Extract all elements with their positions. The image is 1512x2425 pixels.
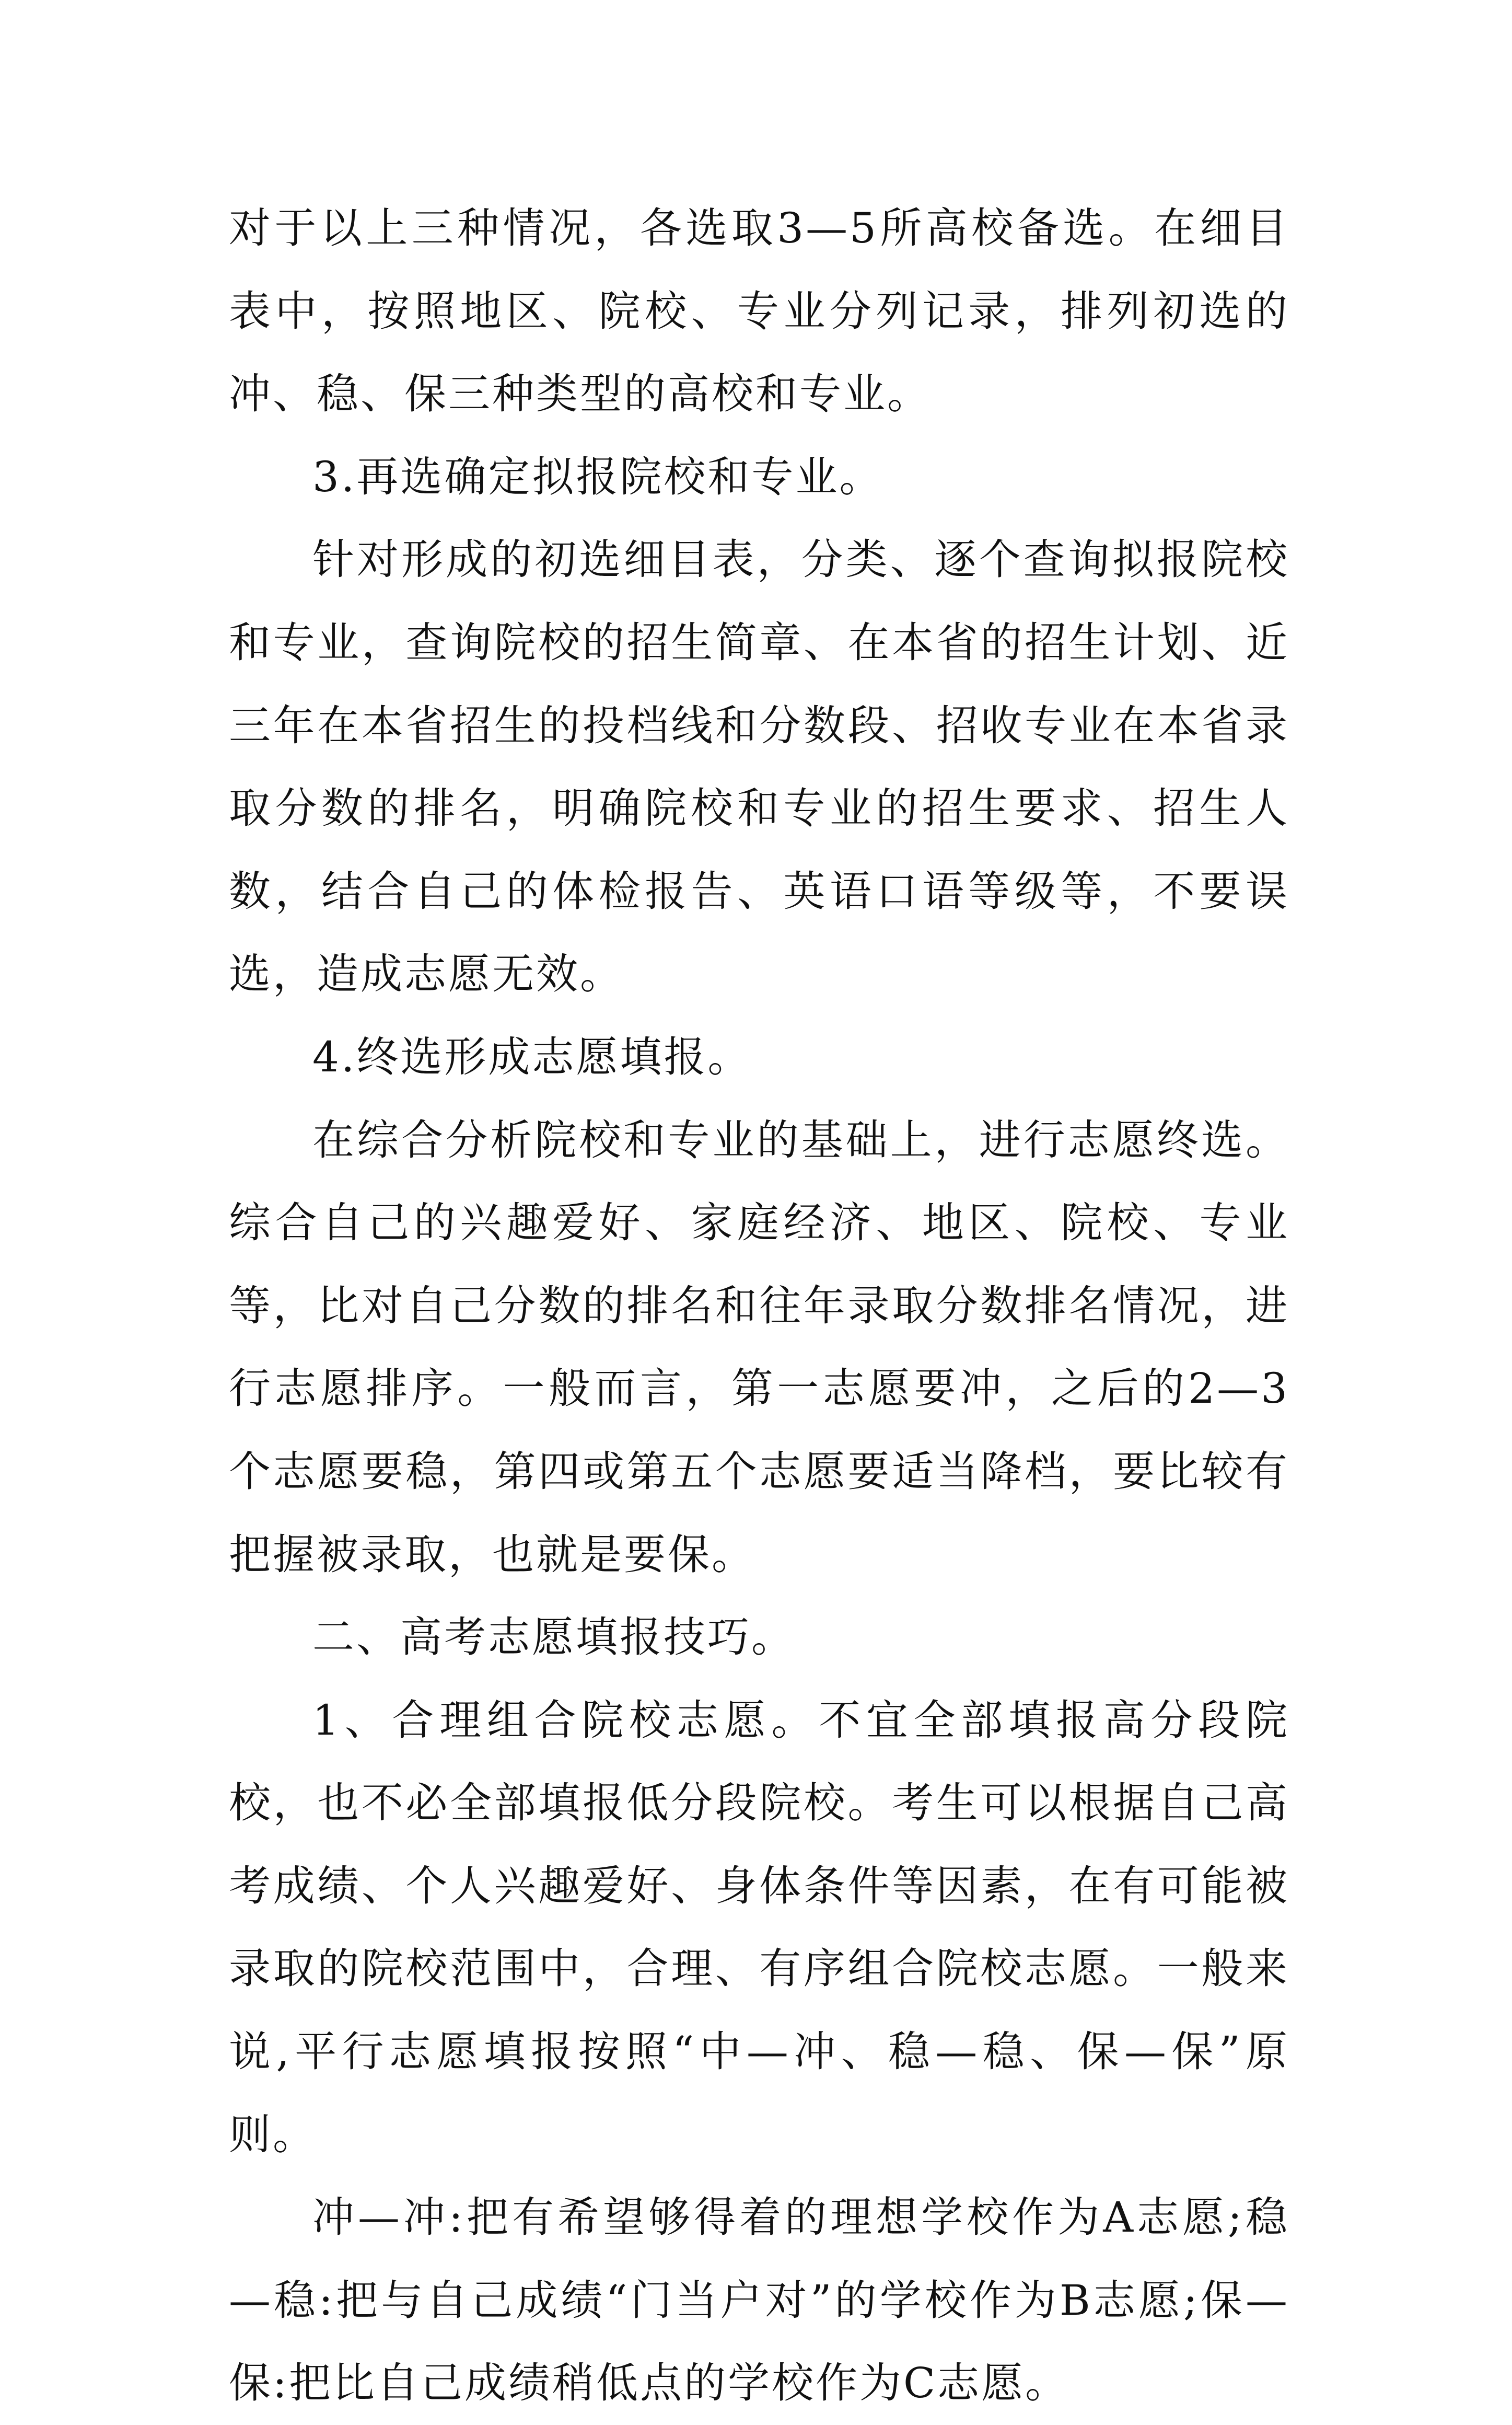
paragraph-1: 对于以上三种情况，各选取3—5所高校备选。在细目表中，按照地区、院校、专业分列记录，排列初选的冲、稳、保三种类型的高校和专业。 [229, 204, 1289, 419]
paragraph-3: 针对形成的初选细目表，分类、逐个查询拟报院校和专业，查询院校的招生简章、在本省的招生计划、近三年在本省招生的投档线和分数段、招收专业在本省录取分数的排名，明确院校和专业的招生要求、招生人数，结合自己的体检报告、英语口语等级等，不要误选，造成志愿无效。 [229, 535, 1289, 999]
paragraph-7: 1、合理组合院校志愿。不宜全部填报高分段院校，也不必全部填报低分段院校。考生可以根据自己高考成绩、个人兴趣爱好、身体条件等因素，在有可能被录取的院校范围中，合理、有序组合院校志愿。一般来说,平行志愿填报按照“中—冲、稳—稳、保—保”原则。 [229, 1695, 1289, 2159]
section-heading: 二、高考志愿填报技巧。 [312, 1613, 795, 1662]
paragraph-8: 冲—冲:把有希望够得着的理想学校作为A志愿;稳—稳:把与自己成绩“门当户对”的学校作为B志愿;保—保:把比自己成绩稍低点的学校作为C志愿。 [229, 2193, 1289, 2408]
paragraph-2-heading: 3.再选确定拟报院校和专业。 [312, 452, 883, 501]
document-body [229, 187, 1289, 2425]
paragraph-4-heading: 4.终选形成志愿填报。 [312, 1032, 752, 1081]
paragraph-5: 在综合分析院校和专业的基础上，进行志愿终选。综合自己的兴趣爱好、家庭经济、地区、院校、专业等，比对自己分数的排名和往年录取分数排名情况，进行志愿排序。一般而言，第一志愿要冲，之后的2—3个志愿要稳，第四或第五个志愿要适当降档，要比较有把握被录取，也就是要保。 [229, 1115, 1289, 1579]
